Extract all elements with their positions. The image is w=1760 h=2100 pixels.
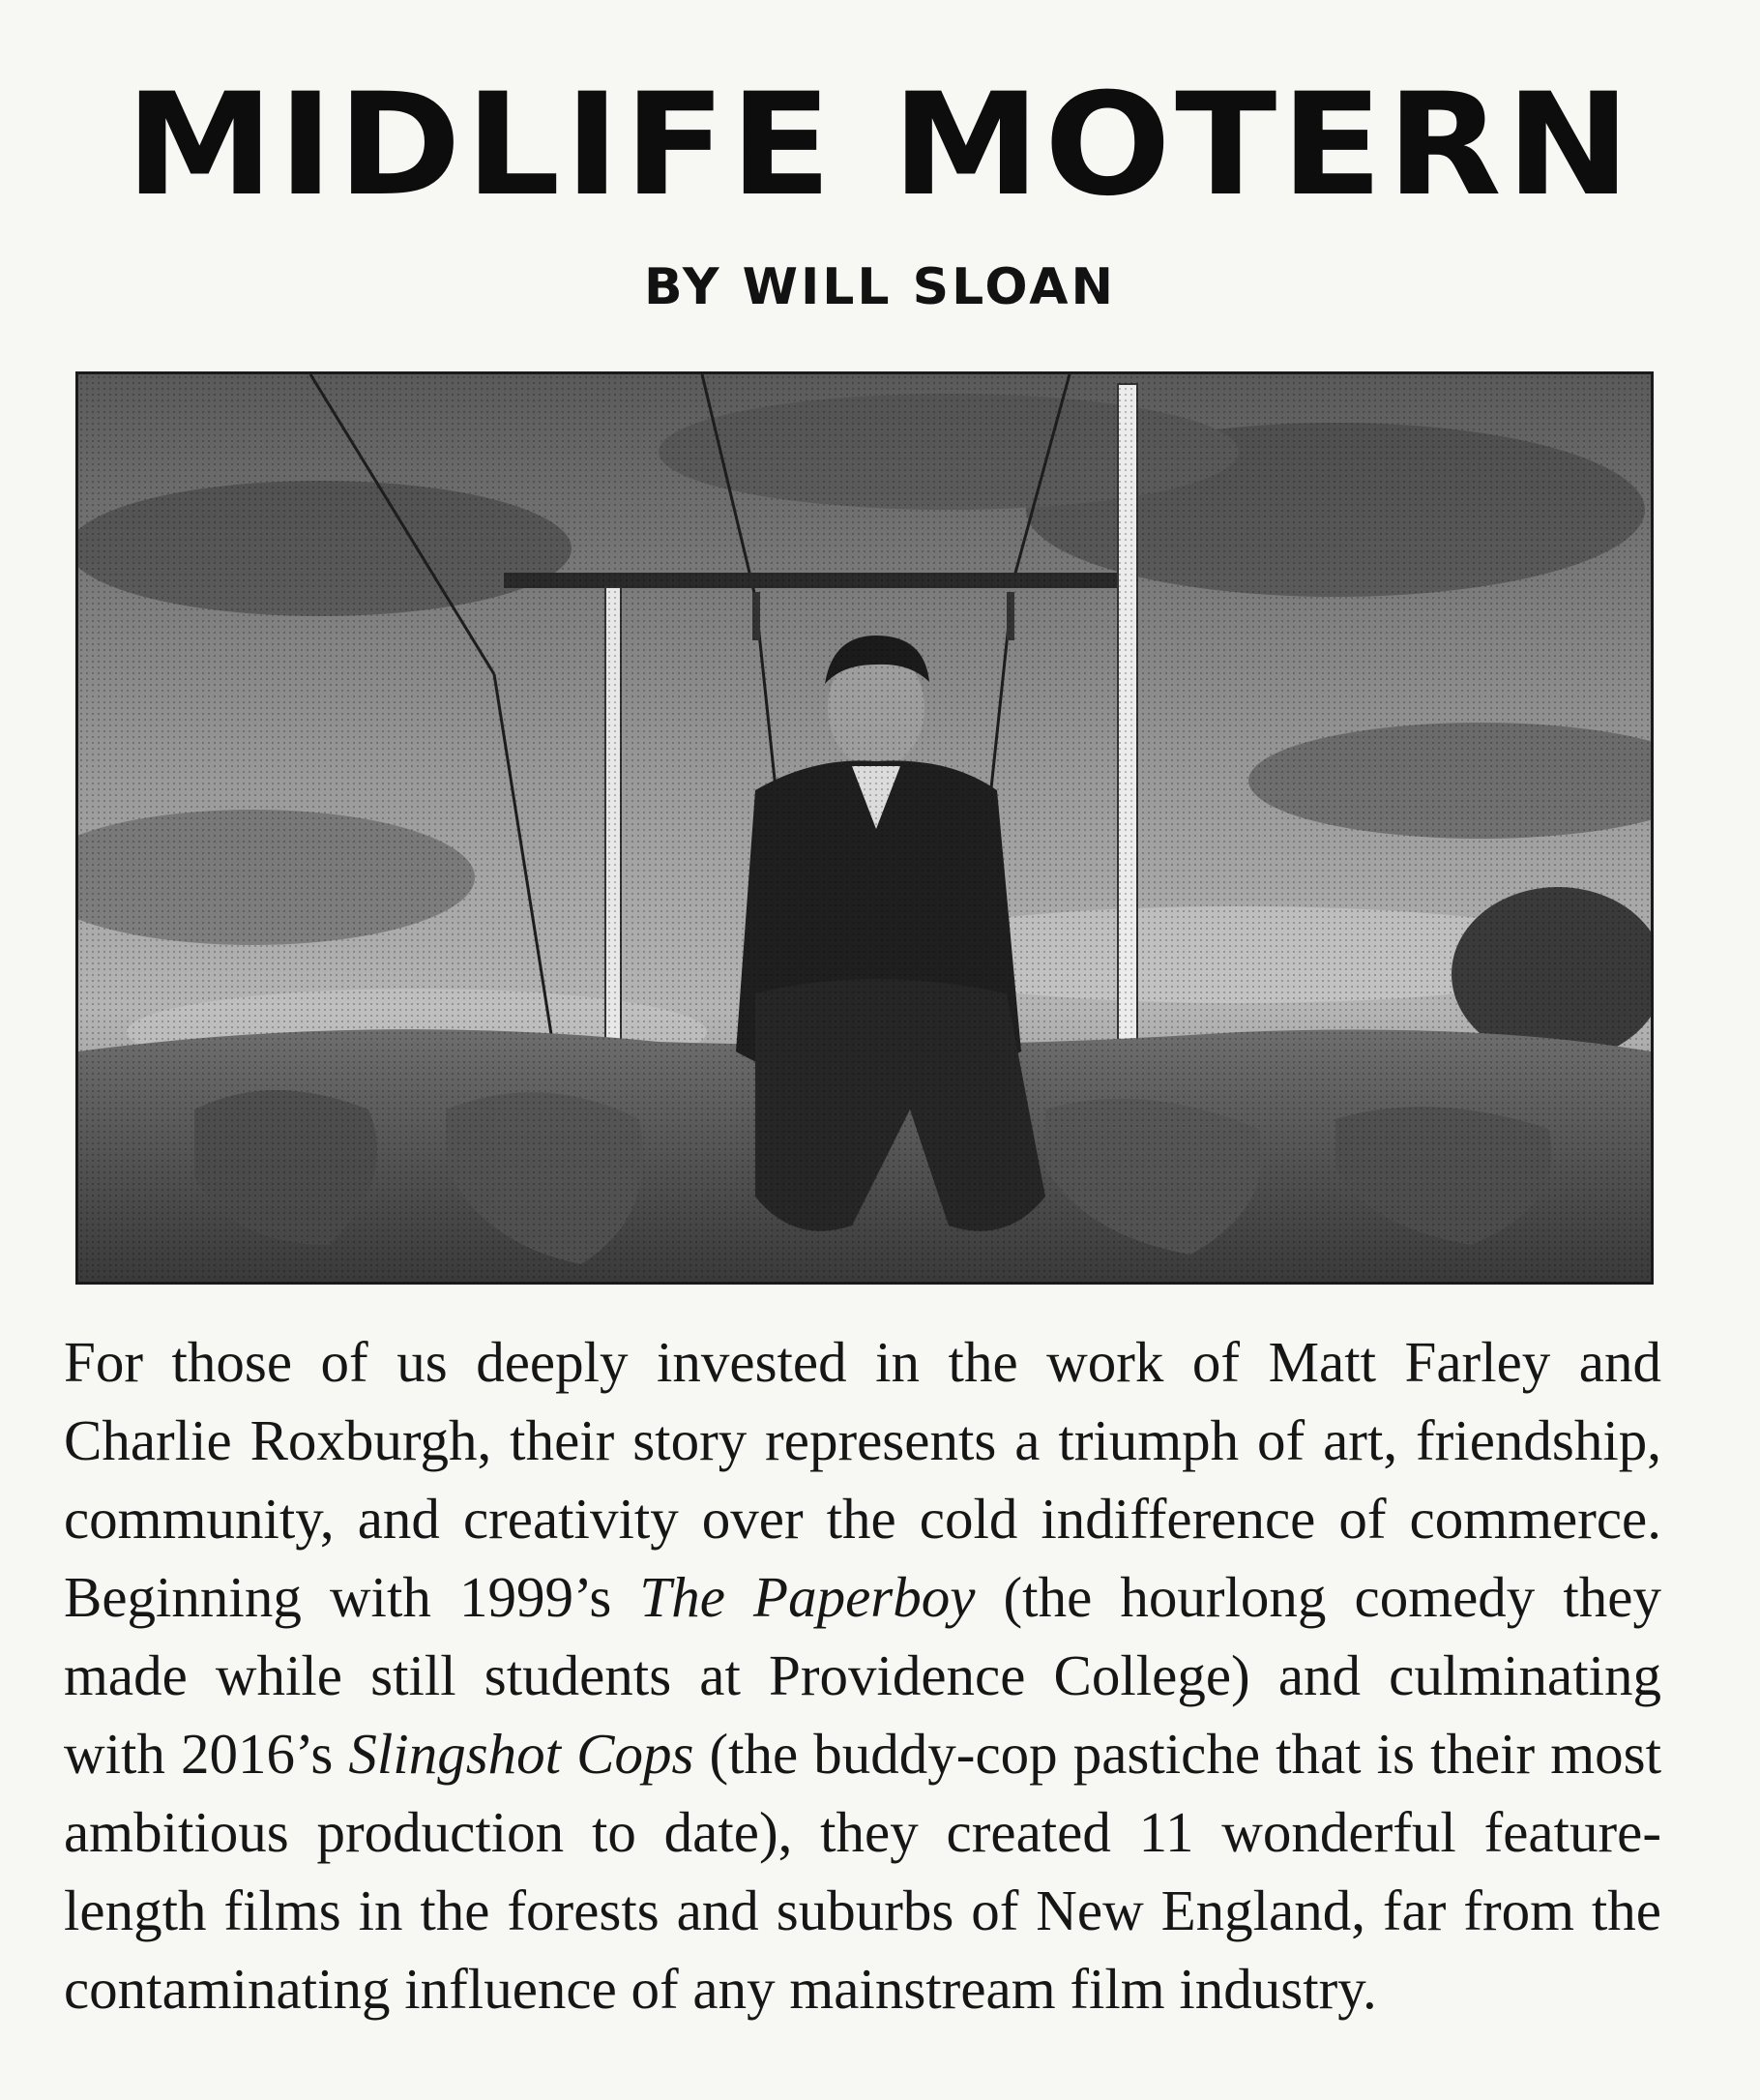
article-title: MIDLIFE MOTERN	[125, 63, 1635, 227]
body-line: length films in the forests and suburbs of New England, far from the	[64, 1878, 1661, 1942]
article-photo	[75, 371, 1654, 1285]
body-line: For those of us deeply invested in the work of Matt Farley and	[64, 1330, 1661, 1394]
film-title-the-paperboy: The Paperboy	[639, 1565, 976, 1629]
body-line: made while still students at Providence College) and culminating	[64, 1643, 1661, 1707]
film-title-slingshot-cops: Slingshot Cops	[348, 1722, 694, 1786]
article-body	[64, 1323, 1661, 2028]
body-line: community, and creativity over the cold indifference of commerce.	[64, 1487, 1661, 1551]
article-byline: BY WILL SLOAN	[644, 258, 1116, 316]
body-line: contaminating influence of any mainstream film industry.	[64, 1957, 1377, 2021]
body-text-segment: Beginning with 1999’s	[64, 1565, 640, 1629]
body-line	[64, 1715, 1661, 1793]
body-line	[64, 1558, 1661, 1637]
photo-illustration	[78, 374, 1651, 1282]
body-text-segment: (the hourlong comedy they	[975, 1565, 1661, 1629]
body-text-segment: (the buddy-cop pastiche that is their most	[693, 1722, 1662, 1786]
body-text-segment: with 2016’s	[64, 1722, 349, 1786]
body-line: Charlie Roxburgh, their story represents a triumph of art, friendship,	[64, 1408, 1661, 1472]
halftone-texture	[78, 374, 1651, 1282]
body-line: ambitious production to date), they created 11 wonderful feature-	[64, 1800, 1661, 1864]
